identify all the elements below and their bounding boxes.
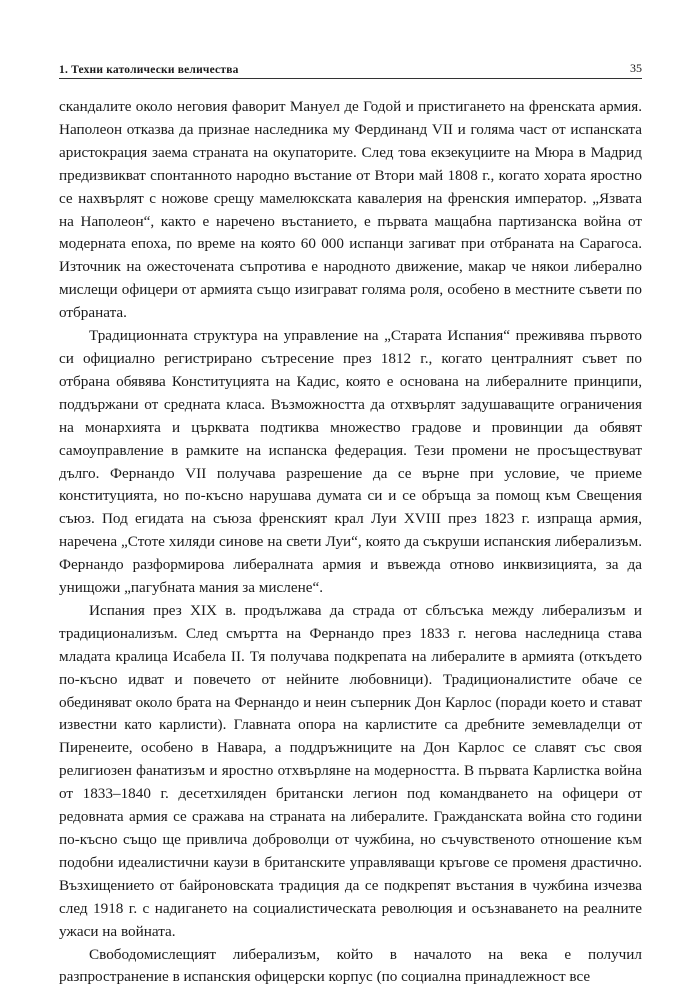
page-number: 35 xyxy=(630,61,642,75)
chapter-title: 1. Техни католически величества xyxy=(59,64,239,76)
paragraph: Свободомислещият либерализъм, който в началото на века е получил разпространение в испанския офицерски корпус (по социална принадлежност все xyxy=(59,945,642,986)
paragraph: Традиционната структура на управление на „Старата Испания“ преживява първото си официално регистрирано сътресение през 1812 г., когато централният съвет по отбрана обявява Конституцията на Кадис, която е основана на либералните принципи, поддържани от средната класа. Възможността да отхвърлят задушаващите ограничения на монархията и църквата подтиква множество градове и провинции да обявят самоуправление в рамките на испанска федерация. Тези промени не просъществуват дълго. Фернандо VII получава разрешение да се върне при условие, че приеме конституцията, но по-късно нарушава думата си и се обръща за помощ към Свещения съюз. Под егидата на съюза френският крал Луи XVIII през 1823 г. изпраща армия, наречена „Стоте хиляди синове на свети Луи“, която да съкруши испанския либерализъм. Фернандо разформирова либералната армия и въвежда отново инквизицията, за да унищожи „пагубната мания за мислене“. xyxy=(59,327,642,597)
body-text xyxy=(59,96,642,989)
running-header xyxy=(59,58,642,79)
paragraph: Испания през XIX в. продължава да страда от сблъсъка между либерализъм и традиционализъм. След смъртта на Фернандо през 1833 г. негова наследница става младата кралица Исабела II. Тя получава подкрепата на либералите в армията (откъдето по-късно идват и повечето от нейните любовници). Традиционалистите обаче се обединяват около брата на Фернандо и неин съперник Дон Карлос (поради което и стават известни като карлисти). Главната опора на карлистите са дребните земевладелци от Пиренеите, особено в Навара, а поддръжниците на Дон Карлос се славят със своя религиозен фанатизъм и яростно отхвърляне на модерността. В първата Карлистка война от 1833–1840 г. десетхиляден британски легион под командването на офицери от редовната армия се сражава на страната на либералите. Гражданската война сто години по-късно също ще привлича доброволци от чужбина, но съчувственото отношение към подобни идеалистични каузи в британските управляващи кръгове се променя драстично. Възхищението от байроновската традиция да се подкрепят въстания в чужбина изчезва след 1918 г. с надигането на социалистическата революция и осъзнаването на реалните ужаси на войната. xyxy=(59,601,642,940)
paragraph: скандалите около неговия фаворит Мануел де Годой и пристигането на френската армия. Наполеон отказва да признае наследника му Фердинанд VII и голяма част от испанската аристокрация заема страната на окупаторите. След това екзекуциите на Мюра в Мадрид предизвикват спонтанното народно въстание от Втори май 1808 г., когато хората яростно се нахвърлят с ножове срещу мамелюкската кавалерия на френския император. „Язвата на Наполеон“, както е наречено въстанието, е първата мащабна партизанска война от модерната епоха, по време на която 60 000 испанци загиват при отбраната на Сарагоса. Източник на ожесточената съпротива е народното движение, макар че някои либерално мислещи офицери от армията също изиграват голяма роля, особено в местните съвети по отбраната. xyxy=(59,98,642,322)
